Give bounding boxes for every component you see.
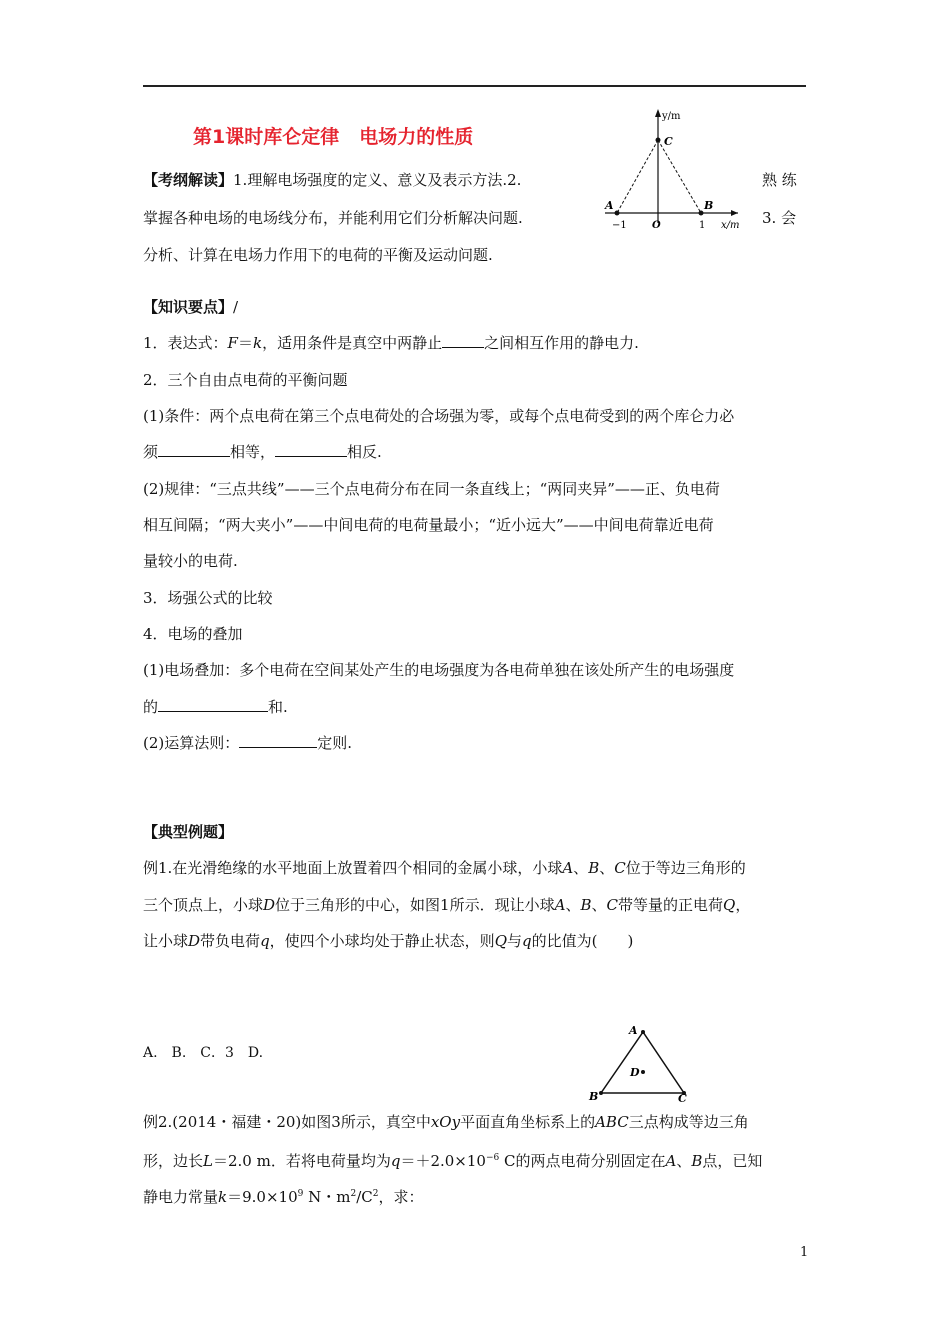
example-1-line-3: 让小球D带负电荷q，使四个小球均处于静止状态，则Q与q的比值为( )	[143, 932, 634, 950]
label-d: D	[630, 1066, 640, 1079]
x-axis-label: x/m	[721, 220, 740, 231]
label-b: B	[704, 199, 714, 212]
tick-neg-label: −1	[612, 220, 627, 231]
blank-2[interactable]	[158, 442, 230, 457]
blank-3[interactable]	[275, 442, 347, 457]
blank-5[interactable]	[239, 733, 317, 748]
coordinate-figure	[590, 105, 750, 235]
label-b: B	[589, 1090, 599, 1102]
title-part1: 第1课时库仑定律	[193, 126, 340, 148]
example-1-options: A. B. C．3 D.	[143, 1045, 264, 1061]
example-1-line-1: 例1.在光滑绝缘的水平地面上放置着四个相同的金属小球，小球A、B、C位于等边三角形的	[143, 859, 746, 877]
knowledge-item-2-2a: (2)规律：“三点共线”——三个点电荷分布在同一条直线上；“两同夹异”——正、负电荷	[143, 480, 720, 498]
blank-4[interactable]	[158, 697, 268, 712]
example-2-line-1: 例2.(2014・福建・20)如图3所示，真空中xOy平面直角坐标系上的ABC三点构成等边三角	[143, 1113, 749, 1131]
segment-ca	[617, 140, 658, 213]
title-part2: 电场力的性质	[359, 126, 474, 148]
point-a-dot	[641, 1030, 645, 1034]
knowledge-item-4-1a: (1)电场叠加：多个电荷在空间某处产生的电场强度为各电荷单独在该处所产生的电场强度	[143, 661, 735, 679]
syllabus-line-1-right: 熟 练	[762, 171, 797, 189]
y-axis-arrow	[655, 109, 661, 117]
syllabus-line-2: 掌握各种电场的电场线分布，并能利用它们分析解决问题.	[143, 209, 523, 227]
syllabus-line-3: 分析、计算在电场力作用下的电荷的平衡及运动问题.	[143, 246, 493, 264]
tick-pos-label: 1	[699, 220, 706, 231]
knowledge-item-2: 2．三个自由点电荷的平衡问题	[143, 371, 348, 389]
example-2-line-2: 形，边长L＝2.0 m．若将电荷量均为$q=+2.0\times 10^{-6}$ C的两点电荷分别固定在A、B点，已知	[143, 1152, 763, 1170]
knowledge-item-4: 4．电场的叠加	[143, 625, 243, 643]
label-c: C	[664, 135, 673, 148]
point-b-dot	[599, 1091, 603, 1095]
knowledge-item-3: 3．场强公式的比较	[143, 589, 273, 607]
origin-label: O	[652, 220, 661, 231]
page-title	[193, 122, 473, 149]
header-rule	[143, 85, 806, 87]
triangle-shape	[601, 1032, 684, 1093]
segment-cb	[658, 140, 701, 213]
blank-1[interactable]	[442, 333, 484, 348]
knowledge-item-2-2b: 相互间隔；“两大夹小”——中间电荷的电荷量最小；“近小远大”——中间电荷靠近电荷	[143, 516, 714, 534]
syllabus-line-1: 【考纲解读】1.理解电场强度的定义、意义及表示方法.2.	[143, 171, 522, 189]
label-c: C	[678, 1092, 687, 1102]
y-axis-label: y/m	[662, 111, 681, 122]
label-a: A	[629, 1024, 638, 1037]
example-2-line-3: 静电力常量$k=9.0\times 10^9$ N・$m^2/C^2$，求：	[143, 1188, 424, 1206]
x-axis-arrow	[731, 210, 738, 216]
point-a-dot	[615, 211, 620, 216]
syllabus-label: 【考纲解读】	[143, 171, 234, 189]
examples-heading: 【典型例题】	[143, 823, 234, 841]
label-a: A	[605, 199, 614, 212]
knowledge-item-1: 1．表达式：F＝k，适用条件是真空中两静止 之间相互作用的静电力.	[143, 334, 639, 352]
example-1-line-2: 三个顶点上，小球D位于三角形的中心，如图1所示．现让小球A、B、C带等量的正电荷Q，	[143, 896, 751, 914]
knowledge-item-2-1b: 须 相等， 相反.	[143, 443, 382, 461]
point-d-dot	[641, 1070, 645, 1074]
knowledge-heading: 【知识要点】/	[143, 298, 239, 316]
knowledge-item-2-2c: 量较小的电荷.	[143, 552, 238, 570]
point-c-dot	[656, 138, 661, 143]
triangle-figure	[585, 1020, 700, 1102]
syllabus-line-2-right: 3. 会	[762, 209, 797, 227]
point-b-dot	[699, 211, 704, 216]
knowledge-item-4-1b: 的 和.	[143, 698, 288, 716]
knowledge-item-4-2: (2)运算法则： 定则.	[143, 734, 353, 752]
page-number: 1	[800, 1245, 809, 1260]
knowledge-item-2-1a: (1)条件：两个点电荷在第三个点电荷处的合场强为零，或每个点电荷受到的两个库仑力必	[143, 407, 735, 425]
